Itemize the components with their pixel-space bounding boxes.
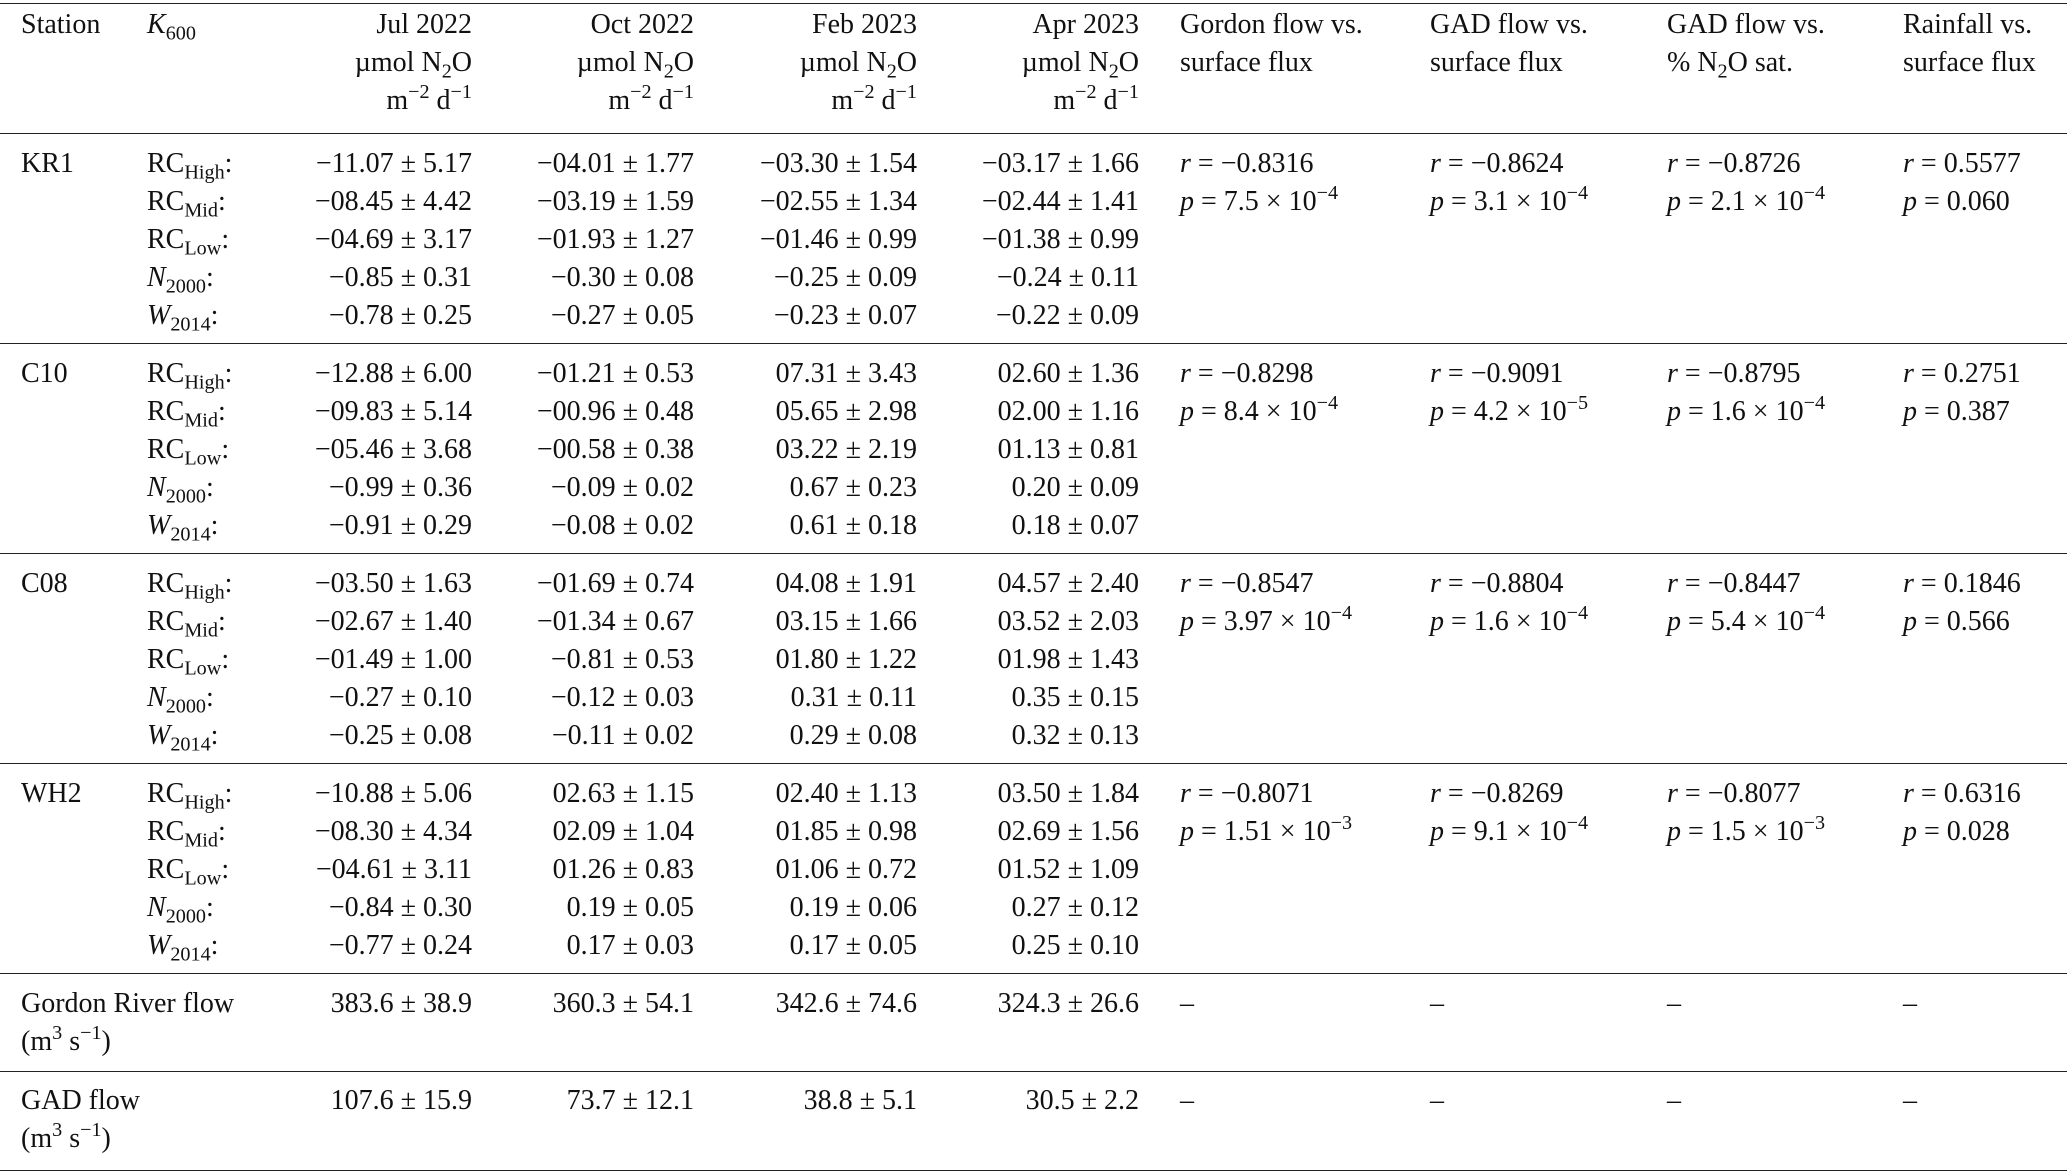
flux-value: 0.29 ± 0.08 (789, 720, 917, 751)
flux-value: 04.08 ± 1.91 (775, 568, 917, 599)
flux-value: −00.96 ± 0.48 (536, 396, 694, 427)
corr-r-value: r = −0.8071 (1180, 778, 1314, 809)
k600-label: $N_{2000}$: (147, 682, 214, 718)
flux-value: −03.50 ± 1.63 (314, 568, 472, 599)
group-rule (0, 343, 2067, 344)
k600-label: $RC_{Mid}$: (147, 606, 226, 642)
dash-cell: – (1430, 988, 1444, 1019)
flow-value: 107.6 ± 15.9 (330, 1085, 472, 1116)
dash-cell: – (1180, 988, 1194, 1019)
flux-value: 03.15 ± 1.66 (775, 606, 917, 637)
header-unit1-1: µmol $N_2O$ (576, 47, 694, 83)
flow-rule (0, 1071, 2067, 1072)
corr-p-value: $p = 5.4 \times 10^{-4}$ (1667, 601, 1826, 637)
station-name: KR1 (21, 148, 74, 179)
k600-label: $RC_{Low}$: (147, 224, 230, 260)
flux-value: −03.19 ± 1.59 (536, 186, 694, 217)
flow-value: 73.7 ± 12.1 (566, 1085, 694, 1116)
flux-value: 0.61 ± 0.18 (789, 510, 917, 541)
flux-value: 0.18 ± 0.07 (1011, 510, 1139, 541)
flux-value: −04.01 ± 1.77 (536, 148, 694, 179)
flux-value: −09.83 ± 5.14 (314, 396, 472, 427)
flux-value: −00.58 ± 0.38 (536, 434, 694, 465)
corr-p-value: $p = 7.5 \times 10^{-4}$ (1180, 181, 1339, 217)
flux-value: −02.67 ± 1.40 (314, 606, 472, 637)
flux-value: 02.60 ± 1.36 (997, 358, 1139, 389)
corr-r-value: r = 0.6316 (1903, 778, 2021, 809)
k600-label: $N_{2000}$: (147, 262, 214, 298)
flux-value: 0.17 ± 0.05 (789, 930, 917, 961)
flux-value: 0.67 ± 0.23 (789, 472, 917, 503)
corr-r-value: r = −0.8298 (1180, 358, 1314, 389)
group-rule (0, 763, 2067, 764)
header-date-3: Apr 2023 (1032, 9, 1139, 40)
header-unit2-3: $m^{-2}$ $d^{-1}$ (1053, 80, 1139, 116)
header-date-2: Feb 2023 (812, 9, 917, 40)
flux-value: −01.38 ± 0.99 (981, 224, 1139, 255)
flux-value: −0.08 ± 0.02 (550, 510, 694, 541)
flux-value: 01.85 ± 0.98 (775, 816, 917, 847)
corr-p-value: p = 0.060 (1903, 186, 2010, 217)
flux-value: −10.88 ± 5.06 (314, 778, 472, 809)
corr-r-value: r = −0.8447 (1667, 568, 1801, 599)
flow-label: Gordon River flow (21, 988, 235, 1019)
header-corr-1-line2: surface flux (1430, 47, 1563, 78)
k600-label: $N_{2000}$: (147, 472, 214, 508)
corr-p-value: $p = 1.51 \times 10^{-3}$ (1180, 811, 1353, 847)
dash-cell: – (1667, 1085, 1681, 1116)
corr-p-value: $p = 4.2 \times 10^{-5}$ (1430, 391, 1589, 427)
flux-value: 0.35 ± 0.15 (1011, 682, 1139, 713)
header-corr-0-line2: surface flux (1180, 47, 1313, 78)
header-unit1-3: µmol $N_2O$ (1021, 47, 1139, 83)
flux-value: −03.17 ± 1.66 (981, 148, 1139, 179)
flux-value: 01.26 ± 0.83 (552, 854, 694, 885)
corr-r-value: r = −0.8804 (1430, 568, 1564, 599)
dash-cell: – (1903, 988, 1917, 1019)
header-corr-2-line2: % $N_2O$ sat. (1667, 47, 1793, 83)
corr-p-value: $p = 1.6 \times 10^{-4}$ (1667, 391, 1826, 427)
flux-value: −0.25 ± 0.08 (328, 720, 472, 751)
flow-unit: ($m^3$ $s^{-1}$) (21, 1021, 111, 1057)
flux-value: −05.46 ± 3.68 (314, 434, 472, 465)
k600-label: $RC_{High}$: (147, 358, 233, 394)
flux-value: −0.77 ± 0.24 (328, 930, 472, 961)
corr-p-value: p = 0.566 (1903, 606, 2010, 637)
flux-value: 02.69 ± 1.56 (997, 816, 1139, 847)
k600-label: $RC_{Low}$: (147, 434, 230, 470)
flow-value: 360.3 ± 54.1 (552, 988, 694, 1019)
flux-value: 0.31 ± 0.11 (790, 682, 917, 713)
corr-p-value: $p = 1.5 \times 10^{-3}$ (1667, 811, 1826, 847)
flux-value: −08.45 ± 4.42 (314, 186, 472, 217)
header-rule (0, 133, 2067, 134)
group-rule (0, 553, 2067, 554)
header-unit1-2: µmol $N_2O$ (799, 47, 917, 83)
flux-value: −0.25 ± 0.09 (773, 262, 917, 293)
flux-value: 03.52 ± 2.03 (997, 606, 1139, 637)
flux-value: −01.69 ± 0.74 (536, 568, 694, 599)
station-name: C08 (21, 568, 68, 599)
flux-value: 01.98 ± 1.43 (997, 644, 1139, 675)
flux-value: 05.65 ± 2.98 (775, 396, 917, 427)
flux-value: 01.13 ± 0.81 (997, 434, 1139, 465)
flux-value: −0.99 ± 0.36 (328, 472, 472, 503)
k600-label: $W_{2014}$: (147, 300, 219, 336)
header-unit1-0: µmol $N_2O$ (354, 47, 472, 83)
flux-value: 01.52 ± 1.09 (997, 854, 1139, 885)
k600-label: $RC_{Low}$: (147, 644, 230, 680)
header-date-0: Jul 2022 (376, 9, 472, 40)
k600-label: $W_{2014}$: (147, 930, 219, 966)
flux-value: −0.27 ± 0.10 (328, 682, 472, 713)
corr-p-value: $p = 9.1 \times 10^{-4}$ (1430, 811, 1589, 847)
flux-value: −12.88 ± 6.00 (314, 358, 472, 389)
flow-value: 324.3 ± 26.6 (997, 988, 1139, 1019)
dash-cell: – (1903, 1085, 1917, 1116)
corr-r-value: r = −0.8269 (1430, 778, 1564, 809)
k600-label: $RC_{Mid}$: (147, 816, 226, 852)
flux-value: −0.11 ± 0.02 (551, 720, 694, 751)
header-station: Station (21, 9, 101, 40)
flux-value: −01.46 ± 0.99 (759, 224, 917, 255)
flux-value: 04.57 ± 2.40 (997, 568, 1139, 599)
dash-cell: – (1430, 1085, 1444, 1116)
flux-value: −0.85 ± 0.31 (328, 262, 472, 293)
flux-value: 0.20 ± 0.09 (1011, 472, 1139, 503)
header-k600: $K_{600}$ (147, 9, 196, 45)
flux-value: −0.91 ± 0.29 (328, 510, 472, 541)
table-top-rule (0, 3, 2067, 4)
header-corr-3-line1: Rainfall vs. (1903, 9, 2033, 40)
flux-value: −0.24 ± 0.11 (996, 262, 1139, 293)
flux-value: −01.93 ± 1.27 (536, 224, 694, 255)
flux-value: −0.09 ± 0.02 (550, 472, 694, 503)
dash-cell: – (1667, 988, 1681, 1019)
k600-label: $N_{2000}$: (147, 892, 214, 928)
group-rule (0, 973, 2067, 974)
flux-value: 0.17 ± 0.03 (566, 930, 694, 961)
corr-r-value: r = −0.9091 (1430, 358, 1564, 389)
k600-label: $W_{2014}$: (147, 720, 219, 756)
corr-r-value: r = −0.8624 (1430, 148, 1564, 179)
corr-p-value: $p = 3.97 \times 10^{-4}$ (1180, 601, 1353, 637)
flux-value: −0.22 ± 0.09 (995, 300, 1139, 331)
k600-label: $RC_{High}$: (147, 148, 233, 184)
corr-r-value: r = −0.8077 (1667, 778, 1801, 809)
flux-value: 01.06 ± 0.72 (775, 854, 917, 885)
corr-p-value: $p = 8.4 \times 10^{-4}$ (1180, 391, 1339, 427)
corr-p-value: p = 0.028 (1903, 816, 2010, 847)
corr-p-value: p = 0.387 (1903, 396, 2010, 427)
flux-value: 0.19 ± 0.06 (789, 892, 917, 923)
k600-label: $RC_{Mid}$: (147, 186, 226, 222)
k600-label: $RC_{Mid}$: (147, 396, 226, 432)
flux-value: 0.19 ± 0.05 (566, 892, 694, 923)
dash-cell: – (1180, 1085, 1194, 1116)
flux-value: 02.40 ± 1.13 (775, 778, 917, 809)
flux-value: 0.27 ± 0.12 (1011, 892, 1139, 923)
corr-r-value: r = −0.8795 (1667, 358, 1801, 389)
flux-value: −0.78 ± 0.25 (328, 300, 472, 331)
corr-p-value: $p = 2.1 \times 10^{-4}$ (1667, 181, 1826, 217)
corr-r-value: r = 0.2751 (1903, 358, 2021, 389)
header-unit2-2: $m^{-2}$ $d^{-1}$ (831, 80, 917, 116)
flow-value: 30.5 ± 2.2 (1025, 1085, 1139, 1116)
flux-value: −01.21 ± 0.53 (536, 358, 694, 389)
k600-label: $RC_{Low}$: (147, 854, 230, 890)
flux-value: 07.31 ± 3.43 (775, 358, 917, 389)
k600-label: $RC_{High}$: (147, 778, 233, 814)
header-unit2-1: $m^{-2}$ $d^{-1}$ (608, 80, 694, 116)
flow-value: 342.6 ± 74.6 (775, 988, 917, 1019)
flow-label: GAD flow (21, 1085, 140, 1116)
station-name: C10 (21, 358, 68, 389)
header-unit2-0: $m^{-2}$ $d^{-1}$ (386, 80, 472, 116)
flux-value: −0.23 ± 0.07 (773, 300, 917, 331)
flux-value: −11.07 ± 5.17 (315, 148, 472, 179)
flux-value: 03.50 ± 1.84 (997, 778, 1139, 809)
flux-value: −0.27 ± 0.05 (550, 300, 694, 331)
flux-value: −0.81 ± 0.53 (550, 644, 694, 675)
header-corr-1-line1: GAD flow vs. (1430, 9, 1588, 40)
corr-p-value: $p = 3.1 \times 10^{-4}$ (1430, 181, 1589, 217)
flux-value: 02.63 ± 1.15 (552, 778, 694, 809)
header-corr-3-line2: surface flux (1903, 47, 2036, 78)
station-name: WH2 (21, 778, 82, 809)
flux-value: 01.80 ± 1.22 (775, 644, 917, 675)
flux-value: −02.44 ± 1.41 (981, 186, 1139, 217)
header-corr-2-line1: GAD flow vs. (1667, 9, 1825, 40)
flux-value: −03.30 ± 1.54 (759, 148, 917, 179)
header-corr-0-line1: Gordon flow vs. (1180, 9, 1363, 40)
k600-label: $RC_{High}$: (147, 568, 233, 604)
k600-label: $W_{2014}$: (147, 510, 219, 546)
corr-r-value: r = 0.1846 (1903, 568, 2021, 599)
flux-value: −0.12 ± 0.03 (550, 682, 694, 713)
flow-value: 383.6 ± 38.9 (330, 988, 472, 1019)
flux-value: −0.84 ± 0.30 (328, 892, 472, 923)
header-date-1: Oct 2022 (590, 9, 694, 40)
flux-value: 0.32 ± 0.13 (1011, 720, 1139, 751)
corr-r-value: r = −0.8547 (1180, 568, 1314, 599)
flux-value: 03.22 ± 2.19 (775, 434, 917, 465)
flux-value: 02.00 ± 1.16 (997, 396, 1139, 427)
flux-value: −02.55 ± 1.34 (759, 186, 917, 217)
flow-rule (0, 1170, 2067, 1171)
corr-r-value: r = −0.8316 (1180, 148, 1314, 179)
flux-value: 02.09 ± 1.04 (552, 816, 694, 847)
flux-value: −0.30 ± 0.08 (550, 262, 694, 293)
corr-r-value: r = 0.5577 (1903, 148, 2021, 179)
flux-value: −08.30 ± 4.34 (314, 816, 472, 847)
flux-value: −04.69 ± 3.17 (314, 224, 472, 255)
flux-value: 0.25 ± 0.10 (1011, 930, 1139, 961)
flux-value: −01.49 ± 1.00 (314, 644, 472, 675)
flow-unit: ($m^3$ $s^{-1}$) (21, 1118, 111, 1154)
flux-value: −04.61 ± 3.11 (315, 854, 472, 885)
flow-value: 38.8 ± 5.1 (803, 1085, 917, 1116)
flux-value: −01.34 ± 0.67 (536, 606, 694, 637)
corr-p-value: $p = 1.6 \times 10^{-4}$ (1430, 601, 1589, 637)
corr-r-value: r = −0.8726 (1667, 148, 1801, 179)
